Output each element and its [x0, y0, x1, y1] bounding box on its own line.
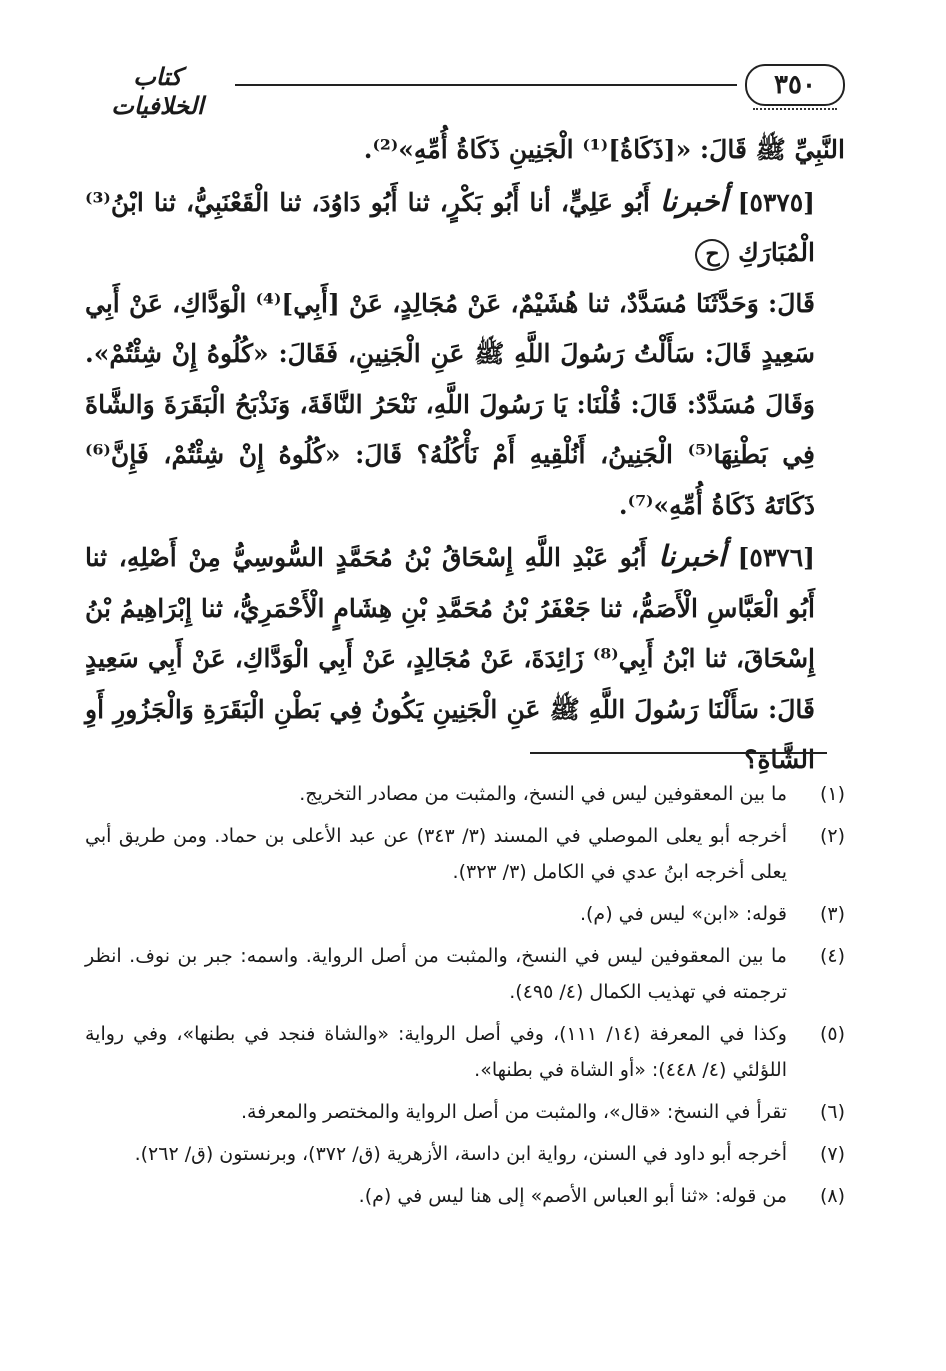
header-rule — [235, 84, 737, 86]
book-title: كتاب الخلافيات — [111, 62, 204, 120]
footnote-text: وكذا في المعرفة (١٤/ ١١١)، وفي أصل الرواية: «والشاة فنجد في بطنها»، وفي رواية اللؤلئي (٤/ ٤٤٨): «أو الشاة في بطنها». — [85, 1023, 787, 1081]
akhbarana-label: أخبرنا — [659, 183, 728, 218]
footnote-number: (٣) — [819, 903, 845, 925]
footnote-text: قوله: «ابن» ليس في (م). — [579, 903, 787, 925]
hadith-number: [٥٣٧٦] — [737, 543, 815, 572]
footnote-number: (٢) — [819, 825, 845, 847]
footnote-number: (٤) — [819, 945, 845, 967]
main-text — [85, 125, 845, 786]
footnote-text: ما بين المعقوفين ليس في النسخ، والمثبت من أصل الرواية. واسمه: جبر بن نوف. انظر ترجمته في تهذيب الكمال (٤/ ٤٩٥). — [85, 945, 787, 1003]
page-number-badge: ٣٥٠ — [745, 64, 845, 106]
footnote-4 — [85, 938, 845, 1010]
footnote-number: (٦) — [819, 1101, 845, 1123]
footnote-number: (١) — [819, 783, 845, 805]
footnote-3 — [85, 896, 845, 932]
page-header — [85, 60, 845, 120]
paragraph-1: النَّبِيِّ ﷺ قَالَ: «[ذَكَاةُ]⁽¹⁾ الْجَنِينِ ذَكَاةُ أُمِّهِ»⁽²⁾. — [363, 135, 845, 164]
hadith-number: [٥٣٧٥] — [737, 187, 815, 217]
footnote-6 — [85, 1094, 845, 1130]
footnote-7 — [85, 1136, 845, 1172]
footnote-number: (٨) — [819, 1185, 845, 1207]
akhbarana-label: أخبرنا — [658, 539, 726, 573]
footnote-5 — [85, 1016, 845, 1088]
footnote-2 — [85, 818, 845, 890]
footnote-text: ما بين المعقوفين ليس في النسخ، والمثبت من مصادر التخريج. — [299, 783, 787, 805]
footnote-text: تقرأ في النسخ: «قال»، والمثبت من أصل الرواية والمختصر والمعرفة. — [240, 1101, 787, 1123]
footnote-8 — [85, 1178, 845, 1214]
tahwil-mark: ح — [695, 239, 729, 271]
footnote-1 — [85, 776, 845, 812]
hadith-5376 — [85, 531, 845, 786]
footnotes — [85, 776, 845, 1220]
footnote-separator — [530, 752, 827, 754]
footnote-text: أخرجه أبو يعلى الموصلي في المسند (٣/ ٣٤٣) عن عبد الأعلى بن حماد. ومن طريق أبي يعلى أخرجه ابنُ عدي في الكامل (٣/ ٣٢٣). — [85, 825, 787, 883]
paragraph-3: قَالَ: وَحَدَّثَنَا مُسَدَّدٌ، ثنا هُشَيْمٌ، عَنْ مُجَالِدٍ، عَنْ [أَبِي]⁽⁴⁾ الْوَدَّاكِ، عَنْ أَبِي سَعِيدٍ قَالَ: سَأَلْتُ رَسُولَ اللَّهِ ﷺ عَنِ الْجَنِينِ، فَقَالَ: «كُلُوهُ إِنْ شِئْتُمْ». وَقَالَ مُسَدَّدٌ: قَالَ: قُلْنَا: يَا رَسُولَ اللَّهِ، نَنْحَرُ النَّاقَةَ، وَنَذْبَحُ الْبَقَرَةَ وَالشَّاةَ فِي بَطْنِهَا⁽⁵⁾ الْجَنِينُ، أَنُلْقِيهِ أَمْ نَأْكُلُهُ؟ قَالَ: «كُلُوهُ إِنْ شِئْتُمْ، فَإِنَّ⁽⁶⁾ ذَكَاتَهُ ذَكَاةُ أُمِّهِ»⁽⁷⁾. — [85, 288, 815, 520]
footnote-text: أخرجه أبو داود في السنن، رواية ابن داسة، الأزهرية (ق/ ٣٧٢)، وبرنستون (ق/ ٢٦٢). — [134, 1143, 787, 1165]
footnote-number: (٥) — [819, 1023, 845, 1045]
footnote-text: من قوله: «ثنا أبو العباس الأصم» إلى هنا ليس في (م). — [358, 1185, 787, 1207]
isnad-text: أَبُو عَلِيٍّ، أنا أَبُو بَكْرٍ، ثنا أَبُو دَاوُدَ، ثنا الْقَعْنَبِيُّ، ثنا ابْنُ⁽³⁾ الْمُبَارَكِ — [85, 187, 815, 267]
footnote-number: (٧) — [819, 1143, 845, 1165]
isnad-text: أَبُو عَبْدِ اللَّهِ إِسْحَاقُ بْنُ مُحَمَّدٍ السُّوسِيُّ مِنْ أَصْلِهِ، ثنا أَبُو الْعَبَّاسِ الْأَصَمُّ، ثنا جَعْفَرُ بْنُ مُحَمَّدِ بْنِ هِشَامٍ الْأَحْمَرِيُّ، ثنا إِبْرَاهِيمُ بْنُ إِسْحَاقَ، ثنا ابْنُ أَبِي⁽⁸⁾ زَائِدَةَ، عَنْ مُجَالِدٍ، عَنْ أَبِي الْوَدَّاكِ، عَنْ أَبِي سَعِيدٍ قَالَ: سَأَلْنَا رَسُولَ اللَّهِ ﷺ عَنِ الْجَنِينِ يَكُونُ فِي بَطْنِ الْبَقَرَةِ وَالْجَزُورِ أَوِ الشَّاةِ؟ — [85, 543, 816, 774]
hadith-5375 — [85, 176, 845, 279]
